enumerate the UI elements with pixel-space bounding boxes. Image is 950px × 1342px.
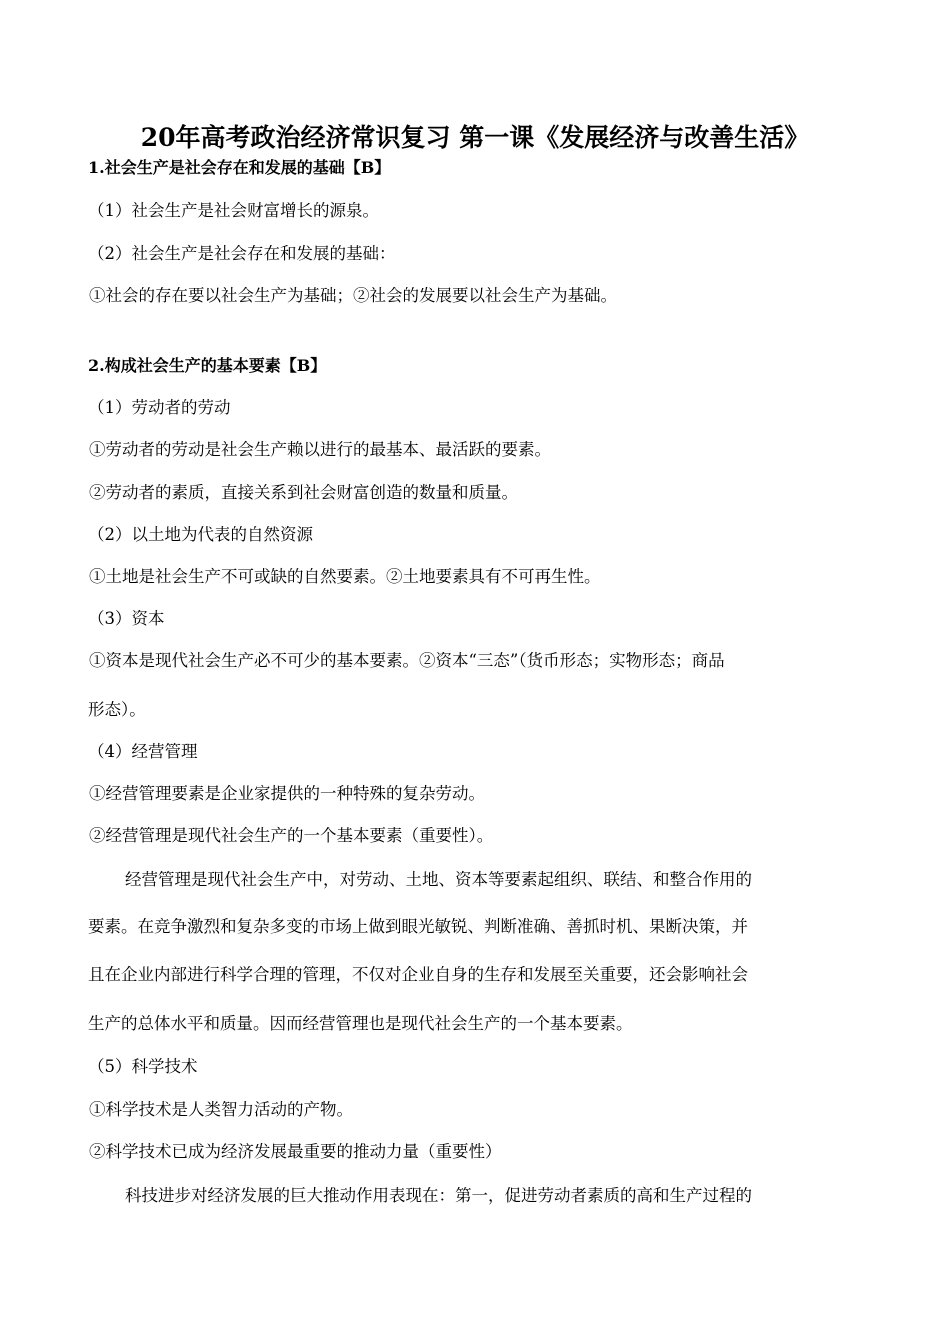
paragraph-line: ①经营管理要素是企业家提供的一种特殊的复杂劳动。 <box>89 784 485 803</box>
paragraph-line: 且在企业内部进行科学合理的管理，不仅对企业自身的生存和发展至关重要，还会影响社会 <box>88 965 748 984</box>
paragraph-line: 生产的总体水平和质量。因而经营管理也是现代社会生产的一个基本要素。 <box>88 1014 633 1033</box>
paragraph-line: ①资本是现代社会生产必不可少的基本要素。②资本“三态”（货币形态；实物形态；商品 <box>89 651 725 670</box>
paragraph-line: ②劳动者的素质，直接关系到社会财富创造的数量和质量。 <box>89 483 518 502</box>
paragraph-line: （5）科学技术 <box>88 1057 198 1076</box>
section-heading: 2.构成社会生产的基本要素【B】 <box>88 356 327 375</box>
paragraph-line: （2）以土地为代表的自然资源 <box>88 525 313 544</box>
paragraph-line: ①科学技术是人类智力活动的产物。 <box>89 1100 353 1119</box>
paragraph-line: ②经营管理是现代社会生产的一个基本要素（重要性）。 <box>89 826 494 845</box>
paragraph-line: ①土地是社会生产不可或缺的自然要素。②土地要素具有不可再生性。 <box>89 567 601 586</box>
paragraph-line: （1）劳动者的劳动 <box>88 398 231 417</box>
paragraph-line: 科技进步对经济发展的巨大推动作用表现在：第一，促进劳动者素质的高和生产过程的 <box>125 1186 752 1205</box>
paragraph-line: 经营管理是现代社会生产中，对劳动、土地、资本等要素起组织、联结、和整合作用的 <box>125 870 752 889</box>
paragraph-line: ①劳动者的劳动是社会生产赖以进行的最基本、最活跃的要素。 <box>89 440 551 459</box>
paragraph-line: （2）社会生产是社会存在和发展的基础： <box>88 244 396 263</box>
paragraph-line: （1）社会生产是社会财富增长的源泉。 <box>88 201 379 220</box>
section-heading: 1.社会生产是社会存在和发展的基础【B】 <box>88 158 391 177</box>
paragraph-line: 要素。在竞争激烈和复杂多变的市场上做到眼光敏锐、判断准确、善抓时机、果断决策，并 <box>88 917 748 936</box>
paragraph-line: ②科学技术已成为经济发展最重要的推动力量（重要性） <box>89 1142 502 1161</box>
paragraph-line: 形态）。 <box>88 700 146 719</box>
paragraph-line: （4）经营管理 <box>88 742 198 761</box>
paragraph-line: （3）资本 <box>88 609 165 628</box>
paragraph-line: ①社会的存在要以社会生产为基础；②社会的发展要以社会生产为基础。 <box>89 286 617 305</box>
document-title: 20年高考政治经济常识复习 第一课《发展经济与改善生活》 <box>140 123 810 152</box>
